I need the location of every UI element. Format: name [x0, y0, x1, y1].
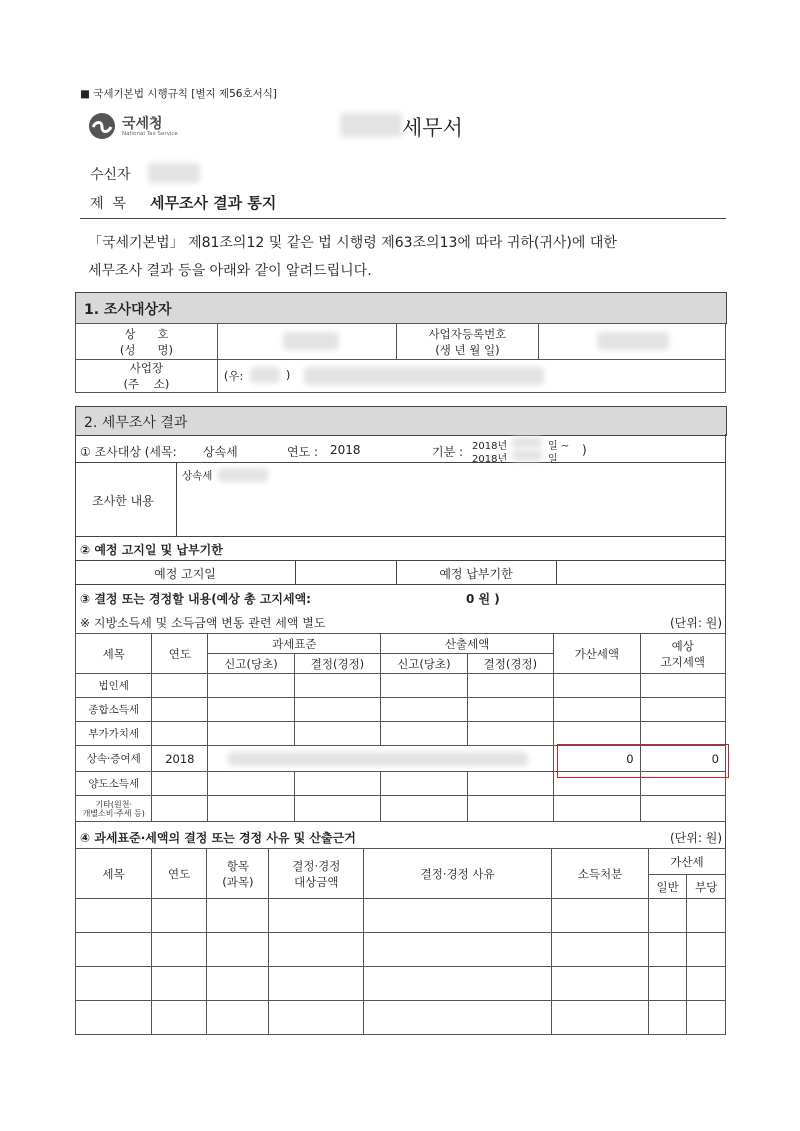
address-value-cell: (우: ) [217, 360, 725, 393]
content-divider [176, 462, 177, 536]
basis-unit-label: (단위: 원) [670, 831, 722, 845]
period-label: 기분 : [432, 445, 464, 459]
notice-title: ② 예정 고지일 및 납부기한 [80, 543, 223, 557]
section2-title: 2. 세무조사 결과 [84, 415, 188, 431]
office-name: 세무서 [402, 116, 463, 140]
unit-label: (단위: 원) [670, 616, 722, 630]
decision-table [75, 633, 726, 822]
th-year: 연도 [152, 634, 208, 674]
th4-year: 연도 [151, 849, 206, 899]
table-row: 법인세 [76, 674, 726, 698]
period-start-redacted [512, 437, 542, 448]
table-row [76, 1001, 726, 1035]
th4-item: 항목 (과목) [207, 849, 269, 899]
table-row [76, 933, 726, 967]
th-penalty: 가산세액 [554, 634, 640, 674]
rule-2 [75, 536, 726, 537]
rule-1 [75, 462, 726, 463]
address-label-cell: 사업장 (주 소) [76, 360, 218, 393]
table-row: 양도소득세 [76, 772, 726, 796]
penalty-amount: 0 [554, 746, 640, 772]
notice-date-label: 예정 고지일 [154, 567, 216, 581]
intro-line-1: 「국세기본법」 제81조의12 및 같은 법 시행령 제63조의13에 따라 귀하(귀사)에 대한 [88, 235, 617, 251]
th4-penalty: 가산세 [648, 849, 725, 875]
target-year: 2018 [330, 443, 361, 457]
th4-amount: 결정·경정 대상금액 [269, 849, 364, 899]
bizno-value-cell [539, 324, 726, 360]
basis-title: ④ 과세표준·세액의 결정 또는 경정 사유 및 산출근거 [80, 831, 356, 845]
th-expected: 예상 고지세액 [640, 634, 725, 674]
period-end-day: 일 [548, 454, 558, 465]
th4-tax-item: 세목 [76, 849, 152, 899]
th-tax-item: 세목 [76, 634, 152, 674]
period-start-day: 일 ~ [548, 441, 570, 452]
subject-title: 세무조사 결과 통지 [150, 194, 277, 212]
nts-logo-icon [88, 112, 116, 140]
section1-title: 1. 조사대상자 [84, 302, 172, 318]
recipient-label: 수신자 [90, 167, 131, 183]
content-label: 조사한 내용 [92, 494, 154, 508]
target-tax-item: 상속세 [203, 445, 238, 459]
th-computed: 산출세액 [381, 634, 554, 654]
table-row [76, 967, 726, 1001]
due-date-label: 예정 납부기한 [439, 567, 513, 581]
local-tax-note: ※ 지방소득세 및 소득금액 변동 관련 세액 별도 [80, 616, 326, 630]
agency-name: 국세청 [122, 116, 163, 132]
subject-label: 제 목 [90, 196, 126, 212]
bizno-label-cell: 사업자등록번호 (생 년 월 일) [396, 324, 539, 360]
period-end-redacted [512, 450, 542, 461]
expected-amount: 0 [640, 746, 725, 772]
th4-reason: 결정·경정 사유 [364, 849, 552, 899]
subject-info-table [75, 323, 726, 393]
period-close: ) [582, 443, 587, 457]
name-value-cell [217, 324, 396, 360]
th4-income: 소득처분 [552, 849, 649, 899]
period-start: 2018년 [472, 441, 508, 452]
highlight-box [557, 744, 729, 778]
notice-div-3 [556, 560, 557, 584]
office-name-redacted [340, 113, 402, 137]
table-row: 상속·증여세 2018 0 0 [76, 746, 726, 772]
section1-header [75, 292, 727, 324]
rule-3 [75, 560, 726, 561]
table-row: 부가가치세 [76, 722, 726, 746]
intro-line-2: 세무조사 결과 등을 아래와 같이 알려드립니다. [88, 263, 372, 279]
name-label-cell: 상 호 (성 명) [76, 324, 218, 360]
notice-div-1 [295, 560, 296, 584]
th-base-reported: 신고(당초) [208, 654, 294, 674]
content-value: 상속세 [182, 470, 213, 482]
recipient-redacted [148, 163, 200, 183]
period-end: 2018년 [472, 454, 508, 465]
table-row: 기타(원천· 개별소비·주세 등) [76, 796, 726, 822]
subject-divider [80, 218, 726, 219]
agency-name-en: National Tax Service [122, 131, 178, 137]
th4-general: 일반 [648, 875, 687, 899]
th-base: 과세표준 [208, 634, 381, 654]
target-label: ① 조사대상 (세목: [80, 445, 177, 459]
table-row [76, 899, 726, 933]
th-computed-decided: 결정(경정) [467, 654, 553, 674]
decision-title: ③ 결정 또는 경정할 내용(예상 총 고지세액: [80, 592, 311, 606]
form-reference: ■ 국세기본법 시행규칙 [별지 제56호서식] [80, 88, 277, 100]
th4-unfair: 부당 [687, 875, 726, 899]
basis-table [75, 848, 726, 1035]
th-computed-reported: 신고(당초) [381, 654, 467, 674]
table-row: 종합소득세 [76, 698, 726, 722]
th-base-decided: 결정(경정) [294, 654, 380, 674]
content-redacted [218, 468, 268, 482]
decision-total: 0 원 ) [466, 592, 500, 606]
target-year-label: 연도 : [287, 445, 319, 459]
rule-4 [75, 584, 726, 585]
